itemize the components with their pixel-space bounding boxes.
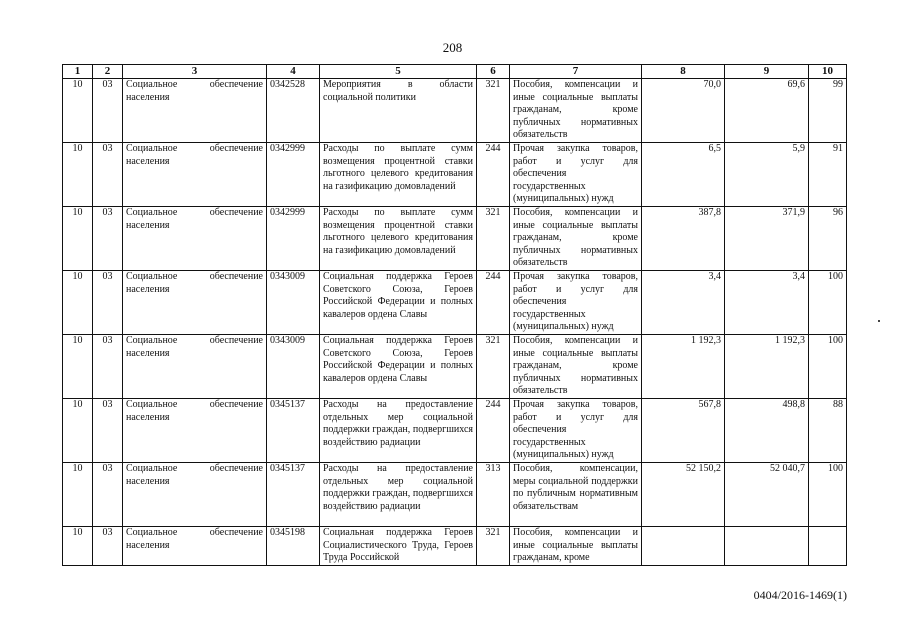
budget-table [62, 64, 847, 566]
cell-col-6: 321 [477, 335, 510, 399]
cell-col-3: Социальное обеспечение населения [123, 79, 267, 143]
cell-col-2: 03 [93, 271, 123, 335]
column-header-2: 2 [93, 65, 123, 79]
table-row [63, 463, 847, 527]
cell-col-1: 10 [63, 527, 93, 566]
cell-col-7: Прочая закупка товаров, работ и услуг для обеспечения государственных (муниципальных) нужд [510, 399, 642, 463]
cell-col-10: 96 [809, 207, 847, 271]
cell-col-1: 10 [63, 79, 93, 143]
cell-col-2: 03 [93, 79, 123, 143]
column-header-1: 1 [63, 65, 93, 79]
cell-col-4: 0343009 [267, 271, 320, 335]
cell-col-5: Социальная поддержка Героев Советского Союза, Героев Российской Федерации и полных кавалеров ордена Славы [320, 335, 477, 399]
table-row [63, 527, 847, 566]
cell-col-9: 371,9 [725, 207, 809, 271]
cell-col-8: 387,8 [642, 207, 725, 271]
cell-col-8: 567,8 [642, 399, 725, 463]
cell-col-3: Социальное обеспечение населения [123, 335, 267, 399]
cell-col-5: Социальная поддержка Героев Социалистического Труда, Героев Труда Российской [320, 527, 477, 566]
cell-col-7: Прочая закупка товаров, работ и услуг для обеспечения государственных (муниципальных) нужд [510, 143, 642, 207]
header-row [63, 65, 847, 79]
cell-col-7: Пособия, компенсации и иные социальные выплаты гражданам, кроме публичных нормативных обязательств [510, 335, 642, 399]
table-row [63, 207, 847, 271]
cell-col-7: Пособия, компенсации и иные социальные выплаты гражданам, кроме [510, 527, 642, 566]
cell-col-10: 100 [809, 271, 847, 335]
cell-col-4: 0342999 [267, 143, 320, 207]
cell-col-10: 99 [809, 79, 847, 143]
cell-col-6: 313 [477, 463, 510, 527]
cell-col-9: 498,8 [725, 399, 809, 463]
table-body [63, 79, 847, 566]
cell-col-4: 0345137 [267, 463, 320, 527]
cell-col-8: 1 192,3 [642, 335, 725, 399]
cell-col-3: Социальное обеспечение населения [123, 463, 267, 527]
cell-col-4: 0343009 [267, 335, 320, 399]
column-header-8: 8 [642, 65, 725, 79]
cell-col-5: Расходы по выплате сумм возмещения процентной ставки льготного целевого кредитования на газификацию домовладений [320, 207, 477, 271]
cell-col-10 [809, 527, 847, 566]
column-header-9: 9 [725, 65, 809, 79]
table-row [63, 79, 847, 143]
cell-col-5: Расходы на предоставление отдельных мер социальной поддержки граждан, подвергшихся воздействию радиации [320, 463, 477, 527]
cell-col-5: Социальная поддержка Героев Советского Союза, Героев Российской Федерации и полных кавалеров ордена Славы [320, 271, 477, 335]
cell-col-7: Пособия, компенсации и иные социальные выплаты гражданам, кроме публичных нормативных обязательств [510, 207, 642, 271]
cell-col-9: 1 192,3 [725, 335, 809, 399]
column-header-7: 7 [510, 65, 642, 79]
document-code: 0404/2016-1469(1) [753, 588, 847, 602]
cell-col-9: 5,9 [725, 143, 809, 207]
column-header-5: 5 [320, 65, 477, 79]
page-number: 208 [442, 40, 463, 55]
table-row [63, 335, 847, 399]
cell-col-7: Пособия, компенсации и иные социальные выплаты гражданам, кроме публичных нормативных обязательств [510, 79, 642, 143]
cell-col-9: 52 040,7 [725, 463, 809, 527]
column-header-10: 10 [809, 65, 847, 79]
cell-col-6: 244 [477, 143, 510, 207]
cell-col-1: 10 [63, 335, 93, 399]
cell-col-5: Мероприятия в области социальной политики [320, 79, 477, 143]
cell-col-7: Пособия, компенсации, меры социальной поддержки по публичным нормативным обязательствам [510, 463, 642, 527]
cell-col-6: 321 [477, 79, 510, 143]
cell-col-10: 100 [809, 335, 847, 399]
cell-col-8 [642, 527, 725, 566]
cell-col-6: 321 [477, 527, 510, 566]
cell-col-8: 52 150,2 [642, 463, 725, 527]
cell-col-6: 244 [477, 399, 510, 463]
cell-col-4: 0345137 [267, 399, 320, 463]
cell-col-2: 03 [93, 399, 123, 463]
cell-col-3: Социальное обеспечение населения [123, 207, 267, 271]
column-header-4: 4 [267, 65, 320, 79]
cell-col-9: 3,4 [725, 271, 809, 335]
cell-col-4: 0345198 [267, 527, 320, 566]
cell-col-2: 03 [93, 143, 123, 207]
table-row [63, 399, 847, 463]
cell-col-9: 69,6 [725, 79, 809, 143]
cell-col-1: 10 [63, 207, 93, 271]
cell-col-2: 03 [93, 207, 123, 271]
cell-col-3: Социальное обеспечение населения [123, 399, 267, 463]
cell-col-10: 88 [809, 399, 847, 463]
cell-col-6: 244 [477, 271, 510, 335]
cell-col-1: 10 [63, 271, 93, 335]
table-row [63, 143, 847, 207]
cell-col-5: Расходы на предоставление отдельных мер социальной поддержки граждан, подвергшихся воздействию радиации [320, 399, 477, 463]
cell-col-5: Расходы по выплате сумм возмещения процентной ставки льготного целевого кредитования на газификацию домовладений [320, 143, 477, 207]
scan-speck [878, 320, 880, 322]
cell-col-10: 91 [809, 143, 847, 207]
cell-col-3: Социальное обеспечение населения [123, 527, 267, 566]
table-row [63, 271, 847, 335]
cell-col-10: 100 [809, 463, 847, 527]
cell-col-2: 03 [93, 527, 123, 566]
cell-col-8: 3,4 [642, 271, 725, 335]
cell-col-1: 10 [63, 399, 93, 463]
cell-col-9 [725, 527, 809, 566]
column-header-3: 3 [123, 65, 267, 79]
cell-col-8: 6,5 [642, 143, 725, 207]
cell-col-3: Социальное обеспечение населения [123, 271, 267, 335]
cell-col-7: Прочая закупка товаров, работ и услуг для обеспечения государственных (муниципальных) нужд [510, 271, 642, 335]
column-header-6: 6 [477, 65, 510, 79]
cell-col-4: 0342528 [267, 79, 320, 143]
cell-col-8: 70,0 [642, 79, 725, 143]
cell-col-6: 321 [477, 207, 510, 271]
cell-col-2: 03 [93, 463, 123, 527]
cell-col-1: 10 [63, 463, 93, 527]
cell-col-2: 03 [93, 335, 123, 399]
cell-col-1: 10 [63, 143, 93, 207]
cell-col-3: Социальное обеспечение населения [123, 143, 267, 207]
cell-col-4: 0342999 [267, 207, 320, 271]
